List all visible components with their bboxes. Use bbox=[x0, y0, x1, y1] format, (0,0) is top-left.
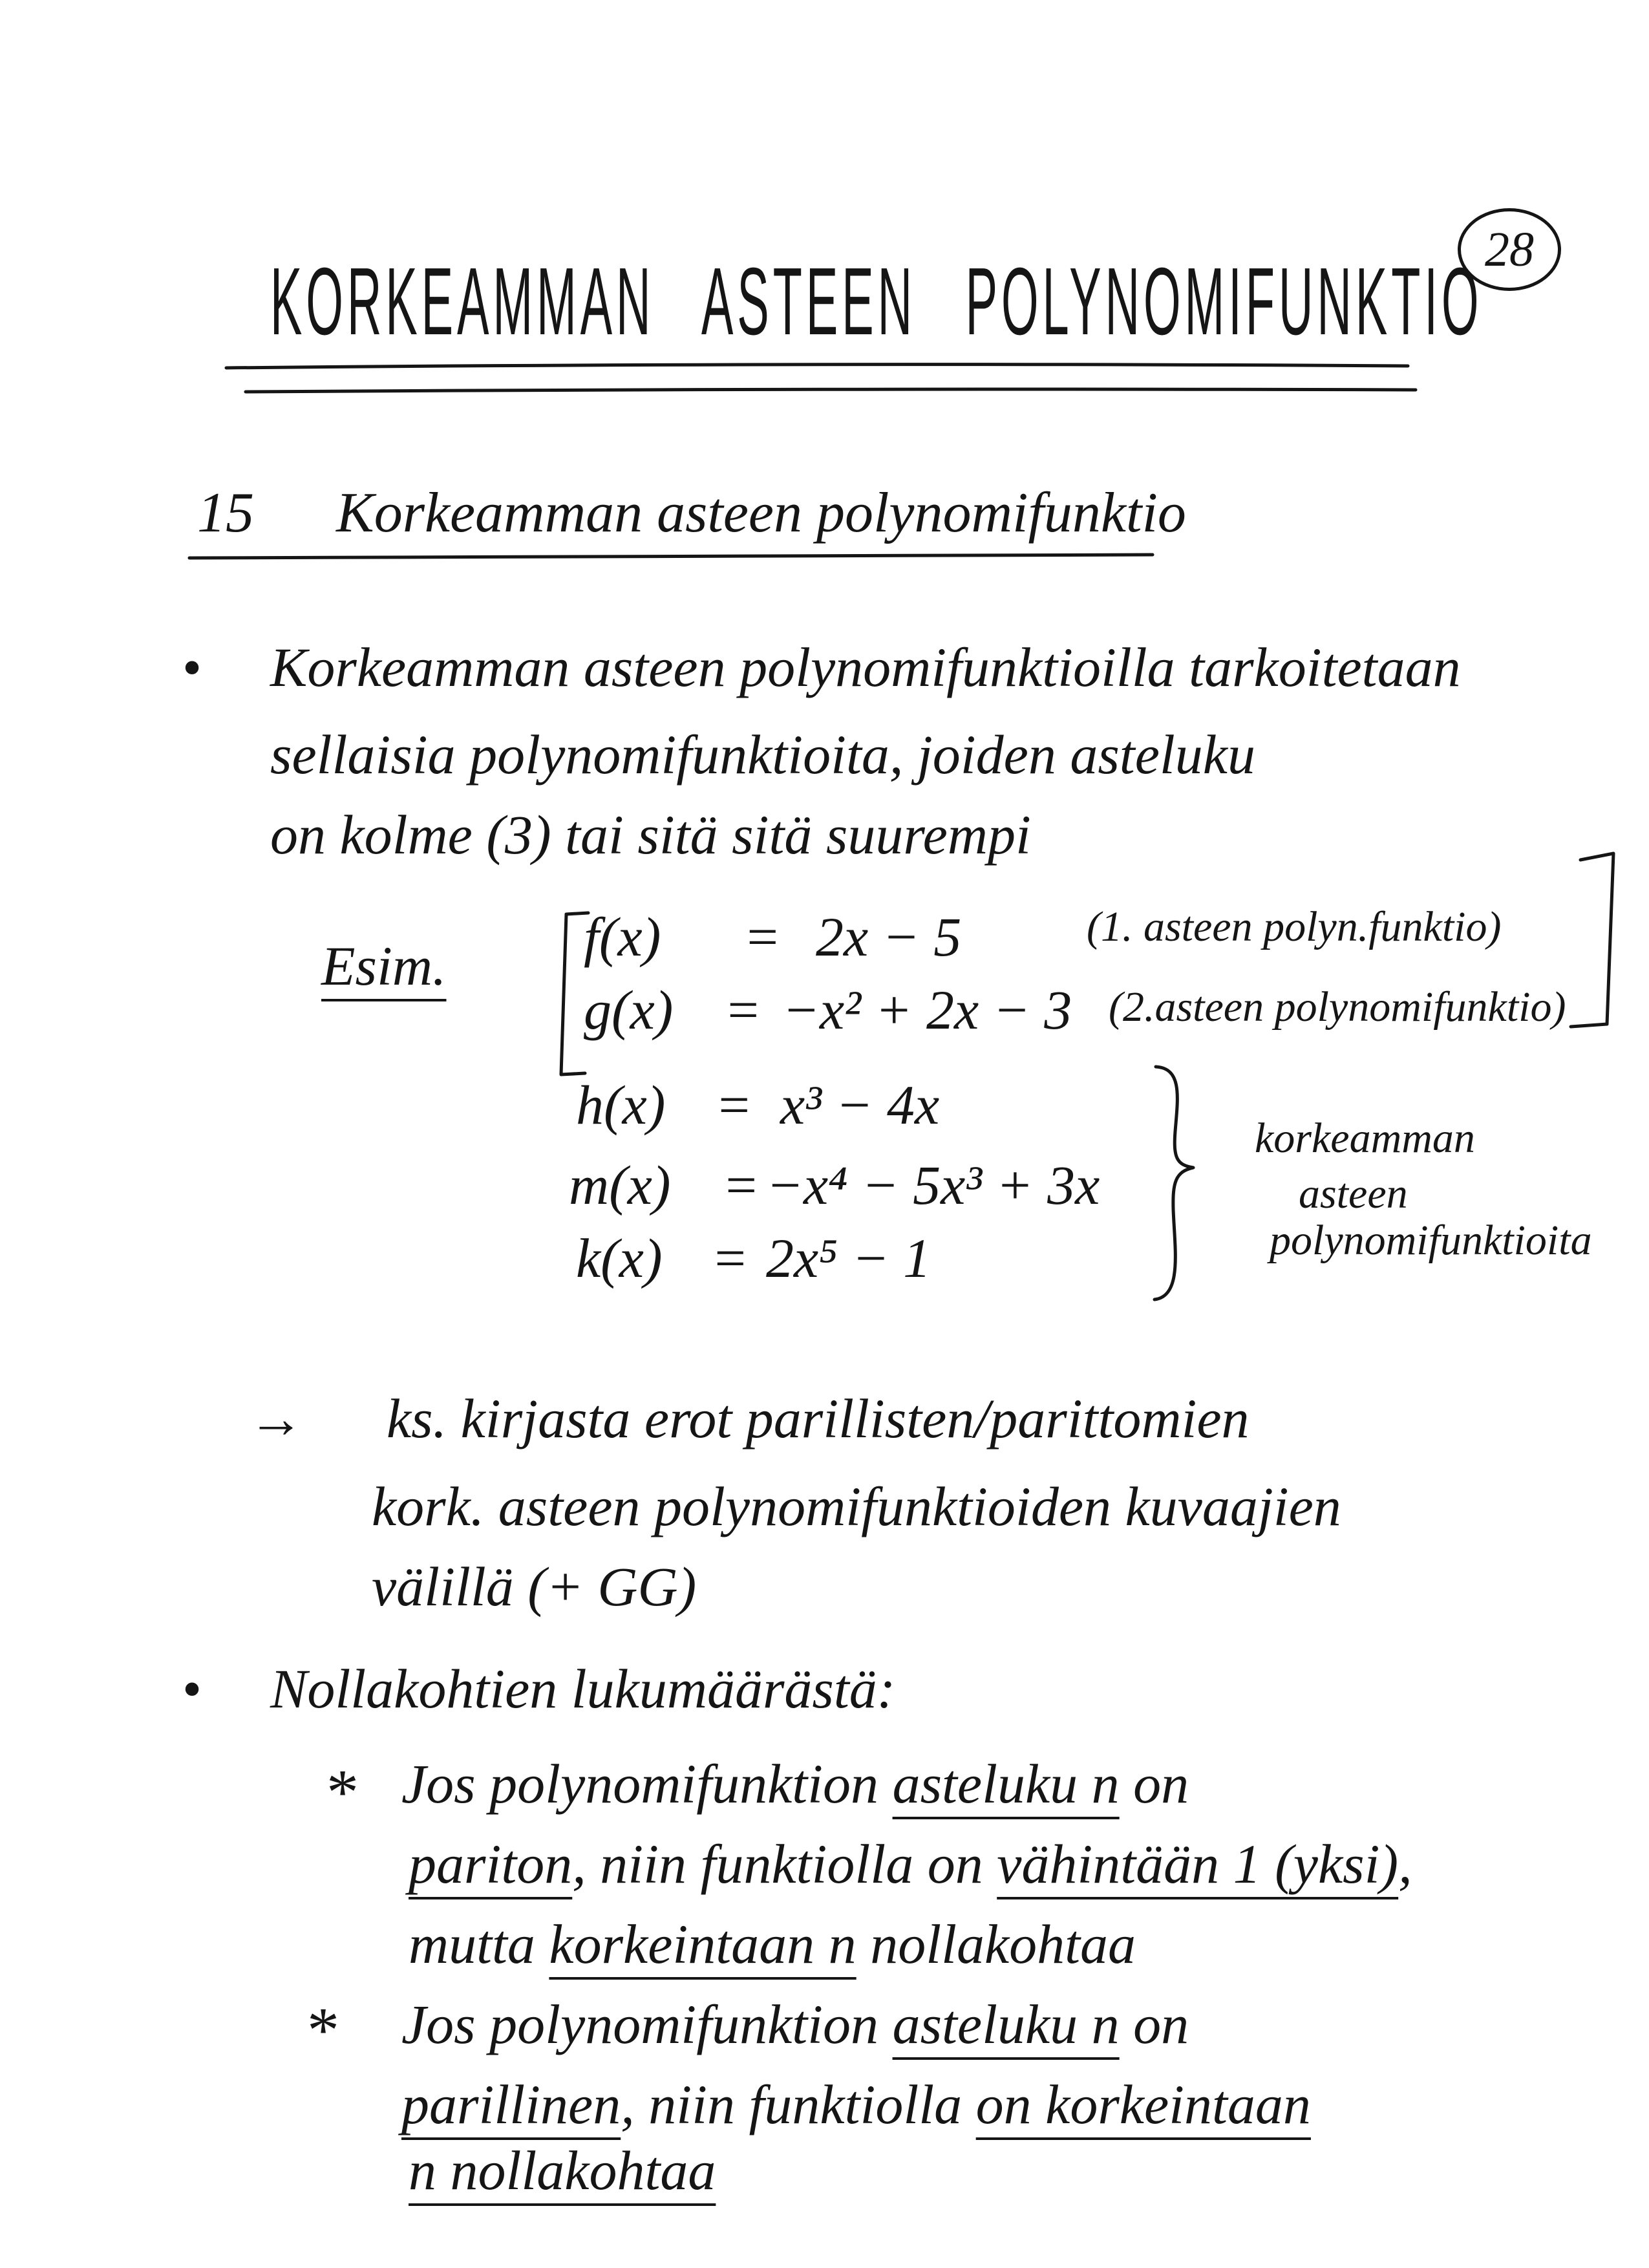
group-note-line-1: korkeamman bbox=[1255, 1115, 1475, 1162]
rule-1-line-2 bbox=[409, 1833, 1412, 1895]
bullet-icon: • bbox=[182, 1658, 202, 1720]
rule-1-line-1 bbox=[401, 1753, 1189, 1815]
rule-text: mutta bbox=[409, 1913, 549, 1975]
rule-text: nollakohtaa bbox=[856, 1913, 1136, 1975]
zeros-heading: Nollakohtien lukumäärästä: bbox=[270, 1658, 896, 1720]
equation-note-f: (1. asteen polyn.funktio) bbox=[1087, 903, 1502, 950]
group-note-line-3: polynomifunktioita bbox=[1270, 1217, 1592, 1264]
equation-rhs: 2x⁵ − 1 bbox=[766, 1227, 931, 1289]
definition-line-1: Korkeamman asteen polynomifunktioilla tarkoitetaan bbox=[270, 636, 1461, 698]
reference-line-1: ks. kirjasta erot parillisten/parittomien bbox=[387, 1387, 1250, 1450]
equation-equals: = bbox=[722, 1154, 760, 1216]
page-title: KORKEAMMAN ASTEEN POLYNOMIFUNKTIO bbox=[270, 248, 1483, 355]
rule-2-line-2 bbox=[401, 2073, 1311, 2135]
rule-text: on bbox=[1119, 1753, 1189, 1815]
rule-underlined: parillinen bbox=[401, 2073, 621, 2135]
rule-underlined: pariton bbox=[409, 1833, 573, 1895]
equation-rhs: −x² + 2x − 3 bbox=[782, 979, 1072, 1041]
group-note-line-2: asteen bbox=[1299, 1170, 1408, 1217]
rule-underlined: n nollakohtaa bbox=[409, 2139, 716, 2201]
rule-text: , bbox=[1398, 1833, 1412, 1895]
rule-underlined: korkeintaan n bbox=[549, 1913, 856, 1975]
equation-f bbox=[0, 906, 1151, 968]
rule-1-line-3 bbox=[409, 1913, 1136, 1975]
arrow-icon: → bbox=[248, 1387, 304, 1450]
bullet-icon: • bbox=[182, 636, 202, 698]
rule-text: on bbox=[1119, 1993, 1189, 2055]
equation-equals: = bbox=[715, 1074, 753, 1136]
equation-rhs: 2x − 5 bbox=[816, 906, 962, 968]
curly-brace bbox=[1154, 1067, 1193, 1300]
page-number-text: 28 bbox=[1485, 222, 1534, 277]
equation-lhs: f(x) bbox=[584, 906, 661, 968]
section-number: 15 bbox=[197, 482, 254, 544]
equation-equals: = bbox=[743, 906, 782, 968]
rule-underlined: asteluku n bbox=[892, 1993, 1120, 2055]
equation-lhs: g(x) bbox=[584, 979, 674, 1041]
rule-text: Jos polynomifunktion bbox=[401, 1993, 893, 2055]
asterisk-icon: * bbox=[326, 1756, 359, 1828]
rule-text: Jos polynomifunktion bbox=[401, 1753, 893, 1815]
right-bracket bbox=[1571, 853, 1613, 1027]
equation-rhs: x³ − 4x bbox=[780, 1074, 940, 1136]
rule-underlined: asteluku n bbox=[892, 1753, 1120, 1815]
equation-equals: = bbox=[711, 1227, 749, 1289]
equation-m bbox=[0, 1154, 1151, 1216]
reference-line-2: kork. asteen polynomifunktioiden kuvaajien bbox=[372, 1475, 1341, 1537]
equation-lhs: m(x) bbox=[569, 1154, 671, 1216]
rule-2-line-3 bbox=[409, 2139, 716, 2201]
title-underline-lower bbox=[246, 389, 1416, 392]
equation-h bbox=[0, 1074, 1151, 1136]
example-label: Esim. bbox=[321, 935, 447, 997]
equation-lhs: k(x) bbox=[576, 1227, 663, 1289]
definition-line-2: sellaisia polynomifunktioita, joiden asteluku bbox=[270, 723, 1255, 786]
equation-rhs: −x⁴ − 5x³ + 3x bbox=[766, 1154, 1100, 1216]
equation-note-g: (2.asteen polynomifunktio) bbox=[1109, 983, 1566, 1031]
definition-line-3: on kolme (3) tai sitä sitä suurempi bbox=[270, 804, 1031, 866]
equation-lhs: h(x) bbox=[576, 1074, 666, 1136]
rule-underlined: vähintään 1 (yksi) bbox=[997, 1833, 1399, 1895]
section-title: Korkeamman asteen polynomifunktio bbox=[336, 482, 1186, 544]
reference-line-3: välillä (+ GG) bbox=[372, 1556, 697, 1618]
rule-2-line-1 bbox=[401, 1993, 1189, 2055]
equation-equals: = bbox=[724, 979, 762, 1041]
equation-k bbox=[0, 1227, 1151, 1289]
equation-g bbox=[0, 979, 1151, 1041]
section-heading-underline bbox=[189, 555, 1153, 558]
asterisk-icon: * bbox=[307, 1994, 339, 2066]
rule-underlined: on korkeintaan bbox=[975, 2073, 1311, 2135]
title-underline-upper bbox=[226, 365, 1408, 368]
rule-text: , niin funktiolla on bbox=[572, 1833, 997, 1895]
rule-text: , niin funktiolla bbox=[621, 2073, 976, 2135]
